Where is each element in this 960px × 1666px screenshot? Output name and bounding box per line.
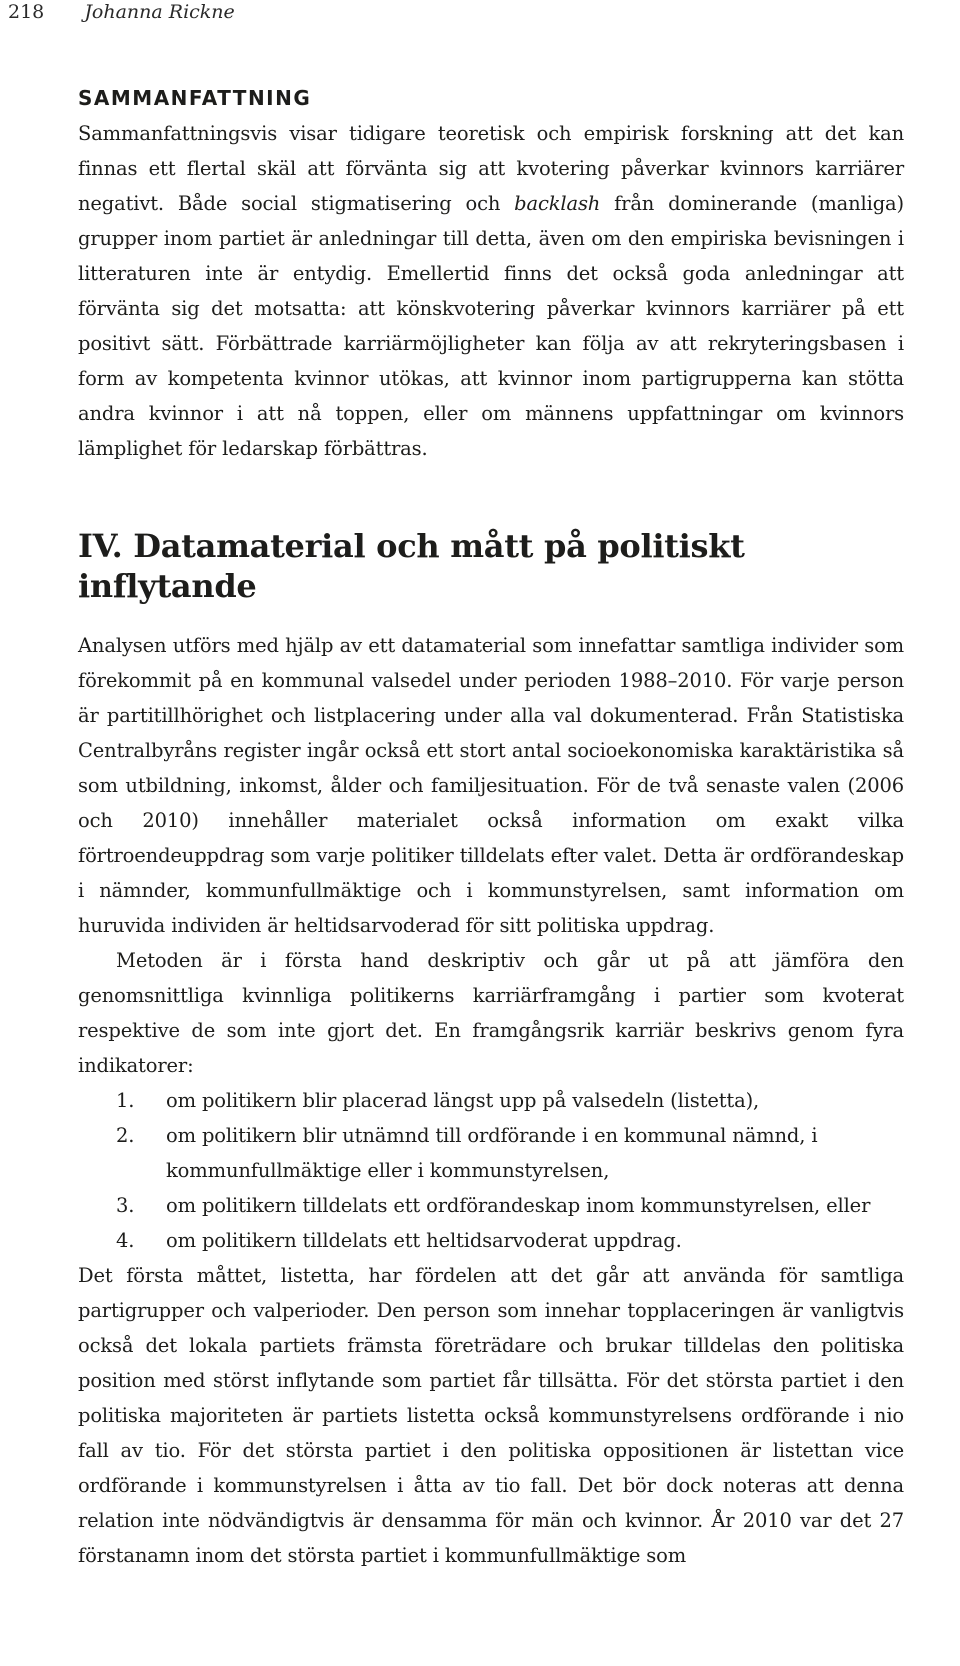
- page-content: [78, 82, 904, 1573]
- indicator-number: 2.: [116, 1124, 135, 1147]
- summary-text-part1: Sammanfattningsvis visar tidigare teoretisk och empirisk forskning att det kan finnas ett flertal skäl att förvänta sig att kvotering påverkar kvinnors karriärer negativt. Både social stigmatisering och: [78, 122, 904, 215]
- running-head-author: Johanna Rickne: [84, 1, 235, 23]
- indicator-text: om politikern tilldelats ett ordförandeskap inom kommunstyrelsen, eller: [166, 1194, 871, 1217]
- section-iv-paragraph-3: Det första måttet, listetta, har fördelen att det går att använda för samtliga partigrupper och valperioder. Den person som innehar topplaceringen är vanligtvis också det lokala partiets främsta företrädare och brukar tilldelas den politiska position med störst inflytande som partiet får tillsätta. För det största partiet i den politiska majoriteten är partiets listetta också kommunstyrelsens ordförande i nio fall av tio. För det största partiet i den politiska oppositionen är listettan vice ordförande i kommunstyrelsen i åtta av tio fall. Det bör dock noteras att denna relation inte nödvändigtvis är densamma för män och kvinnor. År 2010 var det 27 förstanamn inom det största partiet i kommunfullmäktige som: [78, 1264, 904, 1567]
- section-iv-paragraph-1: Analysen utförs med hjälp av ett datamaterial som innefattar samtliga individer som förekommit på en kommunal valsedel under perioden 1988–2010. För varje person är partitillhörighet och listplacering under alla val dokumenterad. Från Statistiska Centralbyråns register ingår också ett stort antal socioekonomiska karaktäristika så som utbildning, inkomst, ålder och familjesituation. För de två senaste valen (2006 och 2010) innehåller materialet också information om exakt vilka förtroendeuppdrag som varje politiker tilldelats efter valet. Detta är ordförandeskap i nämnder, kommunfullmäktige och i kommunstyrelsen, samt information om huruvida individen är heltidsarvoderad för sitt politiska uppdrag.: [78, 634, 904, 937]
- summary-heading: SAMMANFATTNING: [78, 86, 312, 110]
- indicator-item: [78, 1223, 904, 1258]
- indicator-number: 3.: [116, 1194, 135, 1217]
- indicator-item: [78, 1083, 904, 1118]
- running-head: [8, 0, 235, 24]
- summary-emphasis: backlash: [514, 192, 601, 215]
- indicator-text: om politikern blir utnämnd till ordförande i en kommunal nämnd, i kommunfullmäktige eller i kommunstyrelsen,: [166, 1124, 818, 1182]
- indicator-text: om politikern blir placerad längst upp på valsedeln (listetta),: [166, 1089, 760, 1112]
- page-number: 218: [8, 1, 45, 23]
- section-iv-heading: IV. Datamaterial och mått på politiskt inflytande: [78, 527, 745, 605]
- indicator-text: om politikern tilldelats ett heltidsarvoderat uppdrag.: [166, 1229, 682, 1252]
- summary-text-part2: från dominerande (manliga) grupper inom partiet är anledningar till detta, även om den empiriska bevisningen i litteraturen inte är entydig. Emellertid finns det också goda anledningar att förvänta sig det motsatta: att könskvotering påverkar kvinnors karriärer på ett positivt sätt. Förbättrade karriärmöjligheter kan följa av att rekryteringsbasen i form av kompetenta kvinnor utökas, att kvinnor inom partigrupperna kan stötta andra kvinnor i att nå toppen, eller om männens uppfattningar om kvinnors lämplighet för ledarskap förbättras.: [78, 192, 904, 460]
- indicator-item: [78, 1118, 904, 1188]
- indicator-list: [78, 1083, 904, 1258]
- indicator-number: 1.: [116, 1089, 135, 1112]
- summary-paragraph: [78, 116, 904, 466]
- section-iv-paragraph-2: Metoden är i första hand deskriptiv och går ut på att jämföra den genomsnittliga kvinnliga politikerns karriärframgång i partier som kvoterat respektive de som inte gjort det. En framgångsrik karriär beskrivs genom fyra indikatorer:: [78, 949, 904, 1077]
- indicator-number: 4.: [116, 1229, 135, 1252]
- indicator-item: [78, 1188, 904, 1223]
